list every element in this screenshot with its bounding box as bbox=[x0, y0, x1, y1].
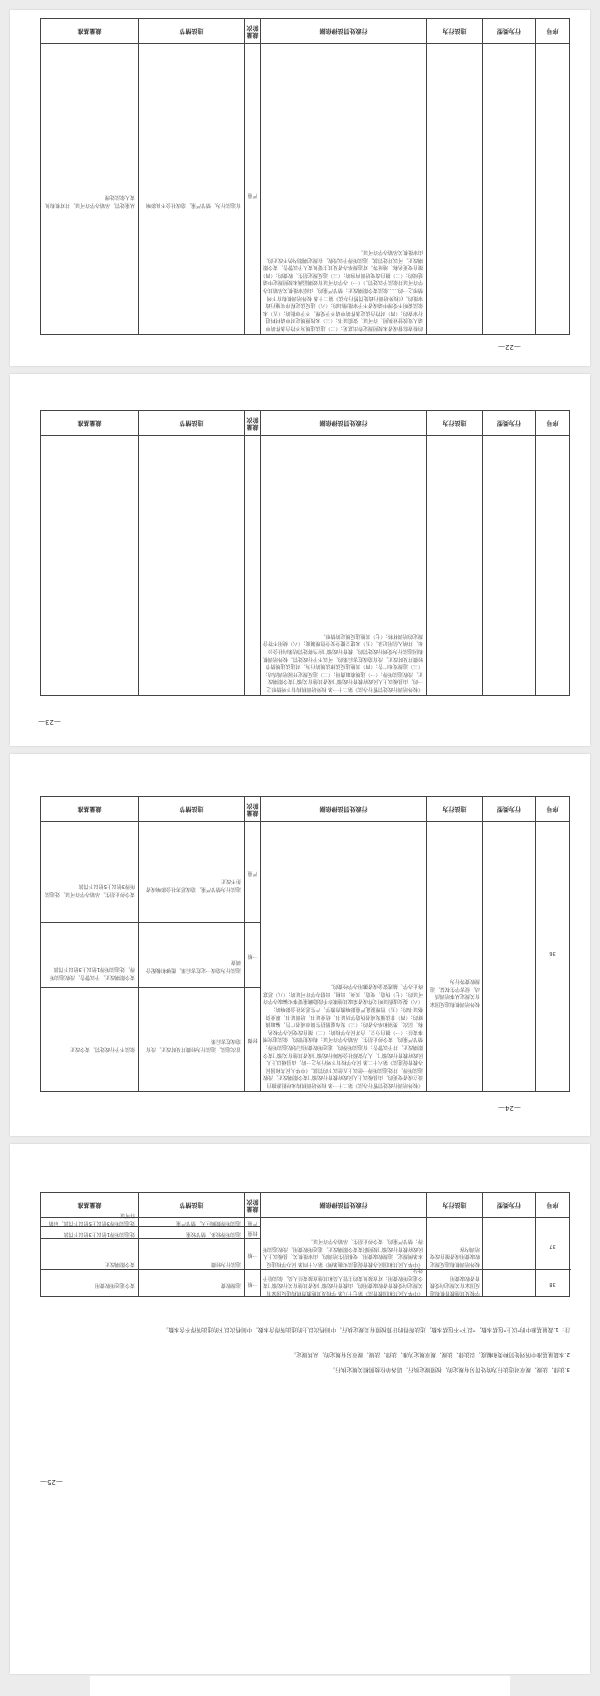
circumstance-text: 有违法行为，情节严重，造成社会不良影响 bbox=[145, 202, 241, 208]
penalty-table bbox=[40, 18, 570, 335]
level-text: 轻微 bbox=[247, 1037, 258, 1044]
header-standard: 裁量基准 bbox=[77, 805, 102, 813]
header-standard: 裁量基准 bbox=[77, 27, 102, 35]
header-standard: 裁量基准 bbox=[77, 419, 102, 427]
document-page-22 bbox=[10, 10, 590, 366]
penalty-table bbox=[40, 1192, 570, 1297]
document-page-25 bbox=[10, 1144, 590, 1674]
basis-text: 《校外培训行政处罚暂行办法》第二十一条 校外培训机构有下列情形之一的，由县级以上人民政府教育行政部门或者其他有关部门责令限期改正，没收违法所得；（一）违规收取费用；（二）违反规定开展培训活动；（三）违规发布广告；（四）其他违反法律法规的行为。对违法违规情节轻微并及时改正，没有造成危害后果的，可以不予行政处罚。校外培训机构因违法行为受到行政处罚的，教育行政部门应当将处罚结果向社会公布，并纳入信用记录。（五）未建立健全安全管理制度；（六）使用不符合规定的培训材料；（七）其他违反规定的情形。 bbox=[262, 632, 423, 692]
circumstance-text: 违法所得较多，情节较重 bbox=[185, 1231, 241, 1237]
header-level: 裁量阶次 bbox=[246, 416, 259, 430]
illegal-text: 学校及其他教育机构违反国家有关规定向受教育者收取费用 bbox=[429, 1274, 480, 1296]
header-basis: 行政处罚法律依据 bbox=[319, 1201, 368, 1209]
circumstance-text: 违法行为轻微 bbox=[210, 1261, 241, 1267]
circumstance-text: 违法行为情节严重，造成恶劣社会影响或者拒不改正 bbox=[145, 878, 241, 892]
table-note: 注：1.裁量基准中的"以上"包括本数，"以下"不包括本数，违法所得的计算按照有关规定执行。中间档次以上的违法所得含本数，中间档次以下的违法所得不含本数。 bbox=[162, 1326, 570, 1332]
header-type: 行为类型 bbox=[497, 1201, 522, 1209]
header-level: 裁量阶次 bbox=[246, 24, 259, 38]
table-note: 2.本裁量基准中所列处罚种类和幅度，以法律、法规、规章规定为准，法律、法规、规章另有规定的，从其规定。 bbox=[290, 1351, 570, 1357]
standard-text: 从重处罚，吊销办学许可证，并对机构负责人依法处理 bbox=[44, 194, 135, 208]
header-basis: 行政处罚法律依据 bbox=[319, 27, 368, 35]
header-type: 行为类型 bbox=[497, 27, 522, 35]
header-circumstance: 违法情节 bbox=[179, 27, 204, 35]
standard-text: 责令限期改正 bbox=[104, 1261, 135, 1267]
row-number: 37 bbox=[549, 1242, 556, 1249]
header-no: 序号 bbox=[546, 27, 559, 35]
header-circumstance: 违法情节 bbox=[179, 805, 204, 813]
illegal-text: 校外培训机构违反规定收取费用或者擅自改变培训内容 bbox=[429, 1245, 480, 1267]
illegal-text: 校外培训机构违反国家有关规定从事培训活动，侵害学生权益，违规收费等行为 bbox=[429, 978, 480, 1007]
standard-text: 责令限期改正，予以警告，没收违法所得，处违法所得1倍以上3倍以下罚款 bbox=[49, 966, 135, 980]
header-no: 序号 bbox=[546, 419, 559, 427]
level-text: 较重 bbox=[247, 1230, 258, 1237]
circumstance-text: 违法所得数额巨大，情节严重 bbox=[175, 1220, 241, 1226]
circumstance-text: 违规收费 bbox=[220, 1282, 241, 1288]
penalty-table bbox=[40, 410, 570, 696]
table-header bbox=[41, 797, 569, 822]
header-circumstance: 违法情节 bbox=[179, 419, 204, 427]
header-standard: 裁量基准 bbox=[77, 1201, 102, 1209]
document-page-23 bbox=[10, 374, 590, 746]
document-page-24 bbox=[10, 754, 590, 1136]
level-text: 一般 bbox=[247, 952, 258, 959]
basis-text: 《中华人民共和国民办教育促进法实施条例》第六十四条 民办学校违反本条例规定，违规收取费用、变相招生培训的，由审批机关、县级以上人民政府教育行政部门按照职责责令限期改正，退还所收费用，没收违法所得；情节严重的，责令停止招生、吊销办学许可证。 bbox=[262, 1238, 423, 1267]
page-number: —24— bbox=[498, 1104, 521, 1112]
next-page-edge bbox=[90, 1676, 510, 1696]
standard-text: 处违法所得1倍以上3倍以下罚款 bbox=[63, 1231, 135, 1237]
standard-text: 依法不予行政处罚，责令改正 bbox=[69, 1046, 135, 1052]
header-illegal: 违法行为 bbox=[442, 27, 467, 35]
circumstance-text: 违法行为造成一定危害后果，能够积极配合调查 bbox=[145, 959, 241, 973]
page-number: —25— bbox=[40, 1478, 63, 1486]
level-text: 一般 bbox=[247, 1251, 258, 1258]
level-text: 严重 bbox=[247, 191, 258, 198]
level-text: 严重 bbox=[247, 869, 258, 876]
header-basis: 行政处罚法律依据 bbox=[319, 419, 368, 427]
header-type: 行为类型 bbox=[497, 419, 522, 427]
table-header bbox=[41, 19, 569, 44]
header-circumstance: 违法情节 bbox=[179, 1201, 204, 1209]
page-number: —23— bbox=[38, 718, 61, 726]
level-text: 严重 bbox=[247, 1219, 258, 1226]
header-illegal: 违法行为 bbox=[442, 1201, 467, 1209]
header-level: 裁量阶次 bbox=[246, 1198, 259, 1212]
header-illegal: 违法行为 bbox=[442, 419, 467, 427]
row-number: 38 bbox=[549, 1280, 556, 1287]
circumstance-text: 首次违法，违法行为轻微并及时改正，没有造成危害后果 bbox=[145, 1038, 241, 1052]
row-number: 36 bbox=[549, 949, 556, 956]
level-text: 一般 bbox=[247, 1280, 258, 1287]
penalty-table bbox=[40, 796, 570, 1092]
table-header bbox=[41, 411, 569, 436]
header-basis: 行政处罚法律依据 bbox=[319, 805, 368, 813]
header-illegal: 违法行为 bbox=[442, 805, 467, 813]
page-number: —22— bbox=[498, 343, 521, 351]
standard-text: 处违法所得3倍以上5倍以下罚款，吊销许可证 bbox=[48, 1212, 135, 1226]
header-no: 序号 bbox=[546, 805, 559, 813]
standard-text: 责令停止招生，吊销办学许可证，处违法所得3倍以上5倍以下罚款 bbox=[44, 883, 135, 897]
basis-text: 《中华人民共和国教育法》第七十八条 学校及其他教育机构违反国家有关规定向受教育者收取费用的，由教育行政部门或者其他有关行政部门责令退还所收费用；对直接负责的主管人员和其他直接责任人员，依法给予处分。 bbox=[262, 1267, 423, 1296]
standard-text: 责令退还所收费用 bbox=[94, 1282, 135, 1288]
header-type: 行为类型 bbox=[497, 805, 522, 813]
header-no: 序号 bbox=[546, 1201, 559, 1209]
basis-text: 的检查监督或者未按照规定作出意见；（二）违法违规为不符合条件的申请人发放营业执照、许可证、资质证书；（三）未按照规定对申请材料进行审查的；（四）对符合法定条件的申请不予受理、不予审批的；（五）未依法说明不受理申请或者不予审批理由的；（六）违反法定程序实施行政审批的。(《校外培训行政处罚暂行办法》第二十条 校外培训机构有下列情形之一的……依法责令限期改正；情节严重的，由原审批机关吊销其办学许可证并依法予以处罚。）（一）办学许可证有效期届满未按照规定申请延续的；（二）擅自改变培训内容的；（三）违反规定招生、收费的；（四）擅自变更名称、地址等。对违规举办者及其主要负责人予以警告，责令限期改正，可以并处罚款，违法所得予以没收，在规定期限内仍不改正的，由审批机关吊销办学许可证。 bbox=[262, 249, 423, 331]
table-note: 3.法律、法规、规章对违法行为的处罚另有规定的，按照规定执行，请各单位按照相关规定执行。 bbox=[329, 1366, 570, 1372]
header-level: 裁量阶次 bbox=[246, 802, 259, 816]
basis-text: 《校外培训行政处罚暂行办法》第二十一条 校外培训机构未经批准擅自设立或者变更的，由县级以上人民政府教育行政部门责令限期改正，没收违法所得，并处违法所得一倍以上五倍以下的罚款。《中华人民共和国民办教育促进法》第六十二条 民办学校有下列行为之一的，由县级以上人民政府教育行政部门、人力资源社会保障行政部门或者其他有关部门责令限期改正，并予以警告；有违法所得的，退还所收费用后没收违法所得；情节严重的，责令停止招生、吊销办学许可证；构成犯罪的，依法追究刑事责任：（一）擅自分立、合并民办学校的；（二）擅自改变民办学校名称、层次、类别和举办者的；（三）发布虚假招生简章或者广告，骗取钱财的；（四）非法颁发或者伪造学历证书、结业证书、培训证书、职业资格证书的；（五）管理混乱严重影响教育教学，产生恶劣社会影响的；（六）提交虚假证明文件或者采取其他欺诈手段隐瞒重要事实骗取办学许可证的；（七）伪造、变造、买卖、出租、出借办学许可证的；（八）恶意终止办学、抽逃资金或者挪用办学经费的。 bbox=[262, 983, 423, 1088]
